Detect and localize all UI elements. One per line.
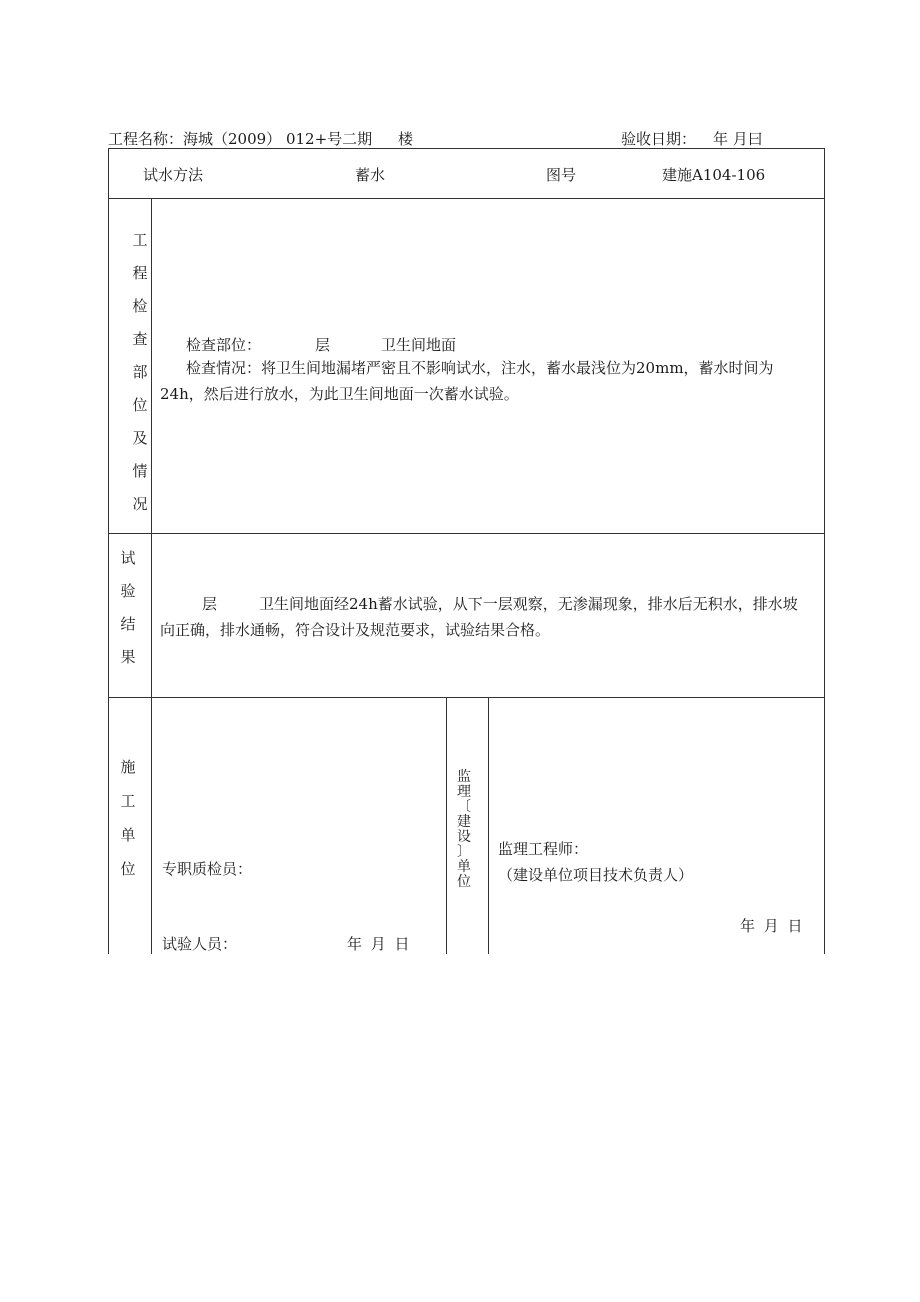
- test-method-value: 蓄水: [355, 166, 386, 184]
- building-suffix: 楼: [398, 130, 414, 148]
- result-text-block: [160, 591, 812, 643]
- result-label-char: 验: [120, 582, 136, 600]
- drawing-number-label: 图号: [546, 166, 577, 184]
- tester-label: 试验人员：: [162, 935, 238, 953]
- row1-bottom-border: [108, 198, 825, 199]
- owner-tech-lead-label: （建设单位项目技术负责人）: [498, 866, 694, 884]
- supervisor-right-divider: [488, 697, 489, 954]
- inspection-label-char: 工: [132, 231, 148, 249]
- supervisor-date: 年 月 日: [740, 917, 805, 935]
- result-label-char: 果: [120, 648, 136, 666]
- result-bottom-border: [108, 697, 825, 698]
- qc-inspector-label: 专职质检员：: [162, 860, 253, 878]
- inspection-label-char: 情: [132, 462, 148, 480]
- supervisor-side-label: [454, 770, 474, 890]
- inspection-label-char: 检: [132, 297, 148, 315]
- contractor-label-char: 施: [120, 758, 136, 776]
- supervisor-label-char: 设: [457, 829, 471, 845]
- inspection-location-label: 检查部位：: [186, 336, 262, 354]
- test-method-label: 试水方法: [143, 166, 204, 184]
- tester-date: 年 月 日: [347, 935, 412, 953]
- contractor-label-char: 单: [120, 826, 136, 844]
- inspection-label-char: 部: [132, 363, 148, 381]
- result-label-char: 结: [120, 615, 136, 633]
- table-top-border: [108, 148, 825, 149]
- acceptance-date-label: 验收日期：: [621, 130, 697, 148]
- table-left-border: [108, 148, 109, 954]
- result-side-label: [116, 547, 140, 679]
- contractor-side-label: [116, 756, 140, 892]
- supervisor-label-char: 位: [457, 874, 471, 890]
- project-name: 工程名称：海城（2009） 012+号二期: [108, 130, 373, 148]
- inspection-label-char: 况: [132, 495, 148, 513]
- supervisor-label-char: 〔: [457, 799, 471, 815]
- inspection-situation-text: 检查情况：将卫生间地漏堵严密且不影响试水，注水，蓄水最浅位为20mm，蓄水时间为24h，然后进行放水，为此卫生间地面一次蓄水试验。: [160, 359, 774, 403]
- inspection-label-char: 位: [132, 396, 148, 414]
- acceptance-date-value: 年 月曰: [713, 130, 763, 148]
- contractor-label-char: 位: [120, 860, 136, 878]
- supervisor-left-divider: [446, 697, 447, 954]
- result-text: 卫生间地面经24h蓄水试验，从下一层观察，无渗漏现象，排水后无积水，排水坡向正确，排水通畅，符合设计及规范要求，试验结果合格。: [160, 595, 798, 639]
- inspection-floor-label: 层: [315, 336, 331, 354]
- supervisor-label-char: 理: [457, 784, 471, 800]
- contractor-label-char: 工: [120, 792, 136, 810]
- inspection-side-label: [128, 229, 152, 526]
- result-label-char: 试: [120, 549, 136, 567]
- inspection-location-value: 卫生间地面: [381, 336, 457, 354]
- inspection-label-char: 及: [132, 429, 148, 447]
- supervisor-label-char: 单: [457, 859, 471, 875]
- table-right-border: [824, 148, 825, 954]
- inspection-label-char: 程: [132, 264, 148, 282]
- result-floor-label: 层: [202, 595, 218, 613]
- supervisor-label-char: 监: [457, 769, 471, 785]
- supervisor-label-char: 建: [457, 814, 471, 830]
- supervising-engineer-label: 监理工程师：: [498, 840, 589, 858]
- inspection-label-char: 查: [132, 330, 148, 348]
- drawing-number-value: 建施A104-106: [662, 166, 766, 184]
- inspection-bottom-border: [108, 533, 825, 534]
- supervisor-label-char: 〕: [457, 844, 471, 860]
